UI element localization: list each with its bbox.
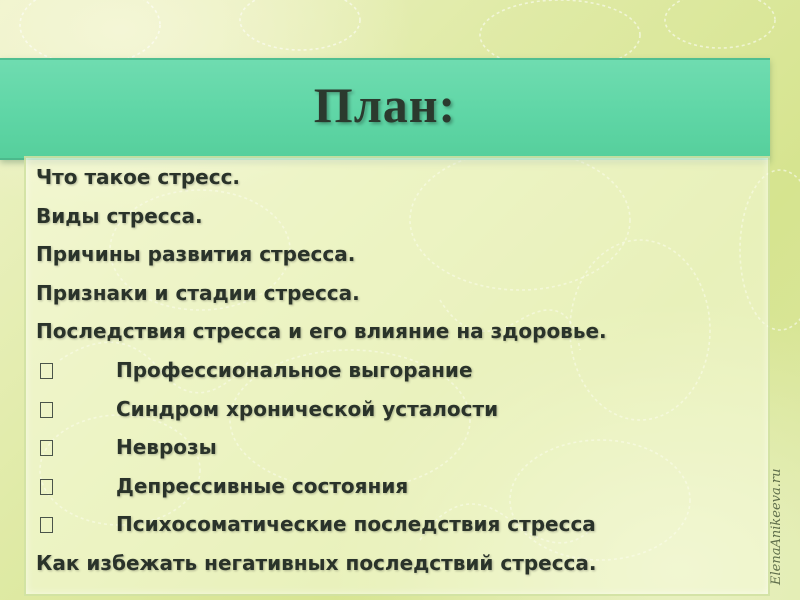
plan-subitem xyxy=(36,351,607,390)
checkbox-bullet-icon xyxy=(40,440,53,456)
plan-subitem-text: Профессиональное выгорание xyxy=(116,357,473,382)
plan-item xyxy=(36,197,607,236)
checkbox-bullet-icon xyxy=(40,517,53,533)
watermark-signature xyxy=(760,440,790,590)
plan-subitem-text: Неврозы xyxy=(116,435,217,460)
plan-item-text: Признаки и стадии стресса. xyxy=(36,280,360,305)
plan-item-text: Как избежать негативных последствий стресса. xyxy=(36,550,597,575)
plan-item xyxy=(36,235,607,274)
slide-title: План: xyxy=(313,77,457,133)
plan-item-text: Причины развития стресса. xyxy=(36,242,356,267)
plan-item xyxy=(36,158,607,197)
checkbox-bullet-icon xyxy=(40,402,53,418)
plan-item-text: Виды стресса. xyxy=(36,203,203,228)
plan-subitem-text: Синдром хронической усталости xyxy=(116,396,499,421)
checkbox-bullet-icon xyxy=(40,479,53,495)
plan-subitem xyxy=(36,390,607,429)
plan-subitem-text: Депрессивные состояния xyxy=(116,473,409,498)
plan-subitem xyxy=(36,467,607,506)
plan-subitem xyxy=(36,428,607,467)
plan-item xyxy=(36,312,607,351)
plan-item-text: Последствия стресса и его влияние на здоровье. xyxy=(36,319,607,344)
plan-list xyxy=(36,158,607,583)
plan-subitem xyxy=(36,505,607,544)
plan-item xyxy=(36,544,607,583)
watermark-text: ElenaAnikeeva.ru xyxy=(769,468,784,585)
checkbox-bullet-icon xyxy=(40,363,53,379)
plan-item xyxy=(36,274,607,313)
plan-item-text: Что такое стресс. xyxy=(36,165,241,189)
plan-subitem-text: Психосоматические последствия стресса xyxy=(116,512,596,537)
